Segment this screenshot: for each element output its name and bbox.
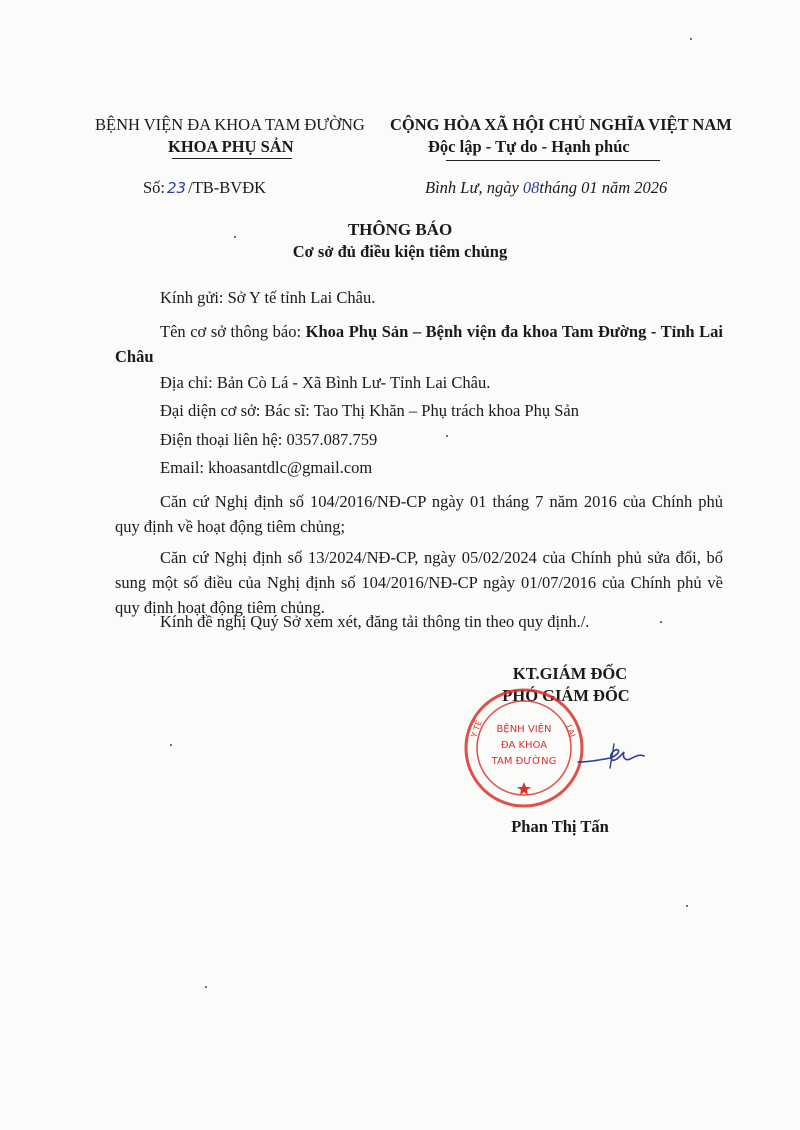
email-line: Email: khoasantdlc@gmail.com [160, 458, 373, 477]
recipient-line: Kính gửi: Sở Y tế tỉnh Lai Châu. [160, 288, 376, 307]
legal-basis-2: Căn cứ Nghị định số 13/2024/NĐ-CP, ngày 05/02/2024 của Chính phủ sửa đổi, bổ sung một số điều của Nghị định số 104/2016/NĐ-CP ngày 01/07/2016 của Chính phủ về quy định hoạt động tiêm chủng. [115, 548, 723, 617]
nation-motto: Độc lập - Tự do - Hạnh phúc [428, 137, 630, 156]
scan-speck [686, 905, 688, 907]
facility-name: Khoa Phụ Sản – Bệnh viện đa khoa Tam Đường - Tỉnh Lai Châu [115, 322, 723, 366]
nation-title: CỘNG HÒA XÃ HỘI CHỦ NGHĨA VIỆT NAM [390, 115, 732, 134]
svg-text:BỆNH VIỆN: BỆNH VIỆN [496, 724, 552, 735]
scan-speck [234, 236, 236, 238]
facility-name-paragraph: Tên cơ sở thông báo: Khoa Phụ Sản – Bệnh viện đa khoa Tam Đường - Tỉnh Lai Châu [115, 322, 723, 366]
department-name: KHOA PHỤ SẢN [168, 137, 294, 156]
legal-basis-1: Căn cứ Nghị định số 104/2016/NĐ-CP ngày 01 tháng 7 năm 2016 của Chính phủ quy định về hoạt động tiêm chủng; [115, 492, 723, 536]
representative-line: Đại diện cơ sở: Bác sĩ: Tao Thị Khăn – Phụ trách khoa Phụ Sản [160, 401, 579, 420]
document-number: Số: 23 /TB-BVĐK [143, 178, 267, 197]
svg-text:TAM ĐƯỜNG: TAM ĐƯỜNG [491, 756, 557, 767]
document-number-handwritten: 23 [167, 179, 187, 197]
scan-speck [690, 38, 692, 40]
motto-underline [446, 160, 660, 161]
handwritten-signature-icon [570, 738, 650, 778]
signer-name: Phan Thị Tấn [511, 817, 609, 836]
request-line: Kính đề nghị Quý Sở xem xét, đăng tải thông tin theo quy định./. [160, 612, 590, 631]
document-date: Bình Lư, ngày 08tháng 01 năm 2026 [425, 178, 668, 197]
address-line: Địa chỉ: Bản Cò Lá - Xã Bình Lư- Tỉnh Lai Châu. [160, 373, 491, 392]
svg-text:ĐA KHOA: ĐA KHOA [500, 740, 548, 751]
signer-role-2: PHÓ GIÁM ĐỐC [502, 686, 630, 705]
document-subtitle: Cơ sở đủ điều kiện tiêm chủng [292, 242, 508, 261]
org-name: BỆNH VIỆN ĐA KHOA TAM ĐƯỜNG [95, 115, 365, 134]
scan-speck [205, 986, 207, 988]
department-underline [172, 158, 292, 159]
official-stamp-icon [462, 686, 586, 810]
scan-speck [660, 621, 662, 623]
scan-speck [170, 744, 172, 746]
signer-role-1: KT.GIÁM ĐỐC [512, 664, 628, 683]
document-title: THÔNG BÁO [347, 220, 453, 239]
phone-line: Điện thoại liên hệ: 0357.087.759 [160, 430, 378, 449]
svg-text:Y TẾ: Y TẾ [469, 719, 484, 739]
date-day-handwritten: 08 [522, 178, 540, 197]
svg-text:LAI: LAI [564, 723, 577, 739]
scan-speck [446, 435, 448, 437]
